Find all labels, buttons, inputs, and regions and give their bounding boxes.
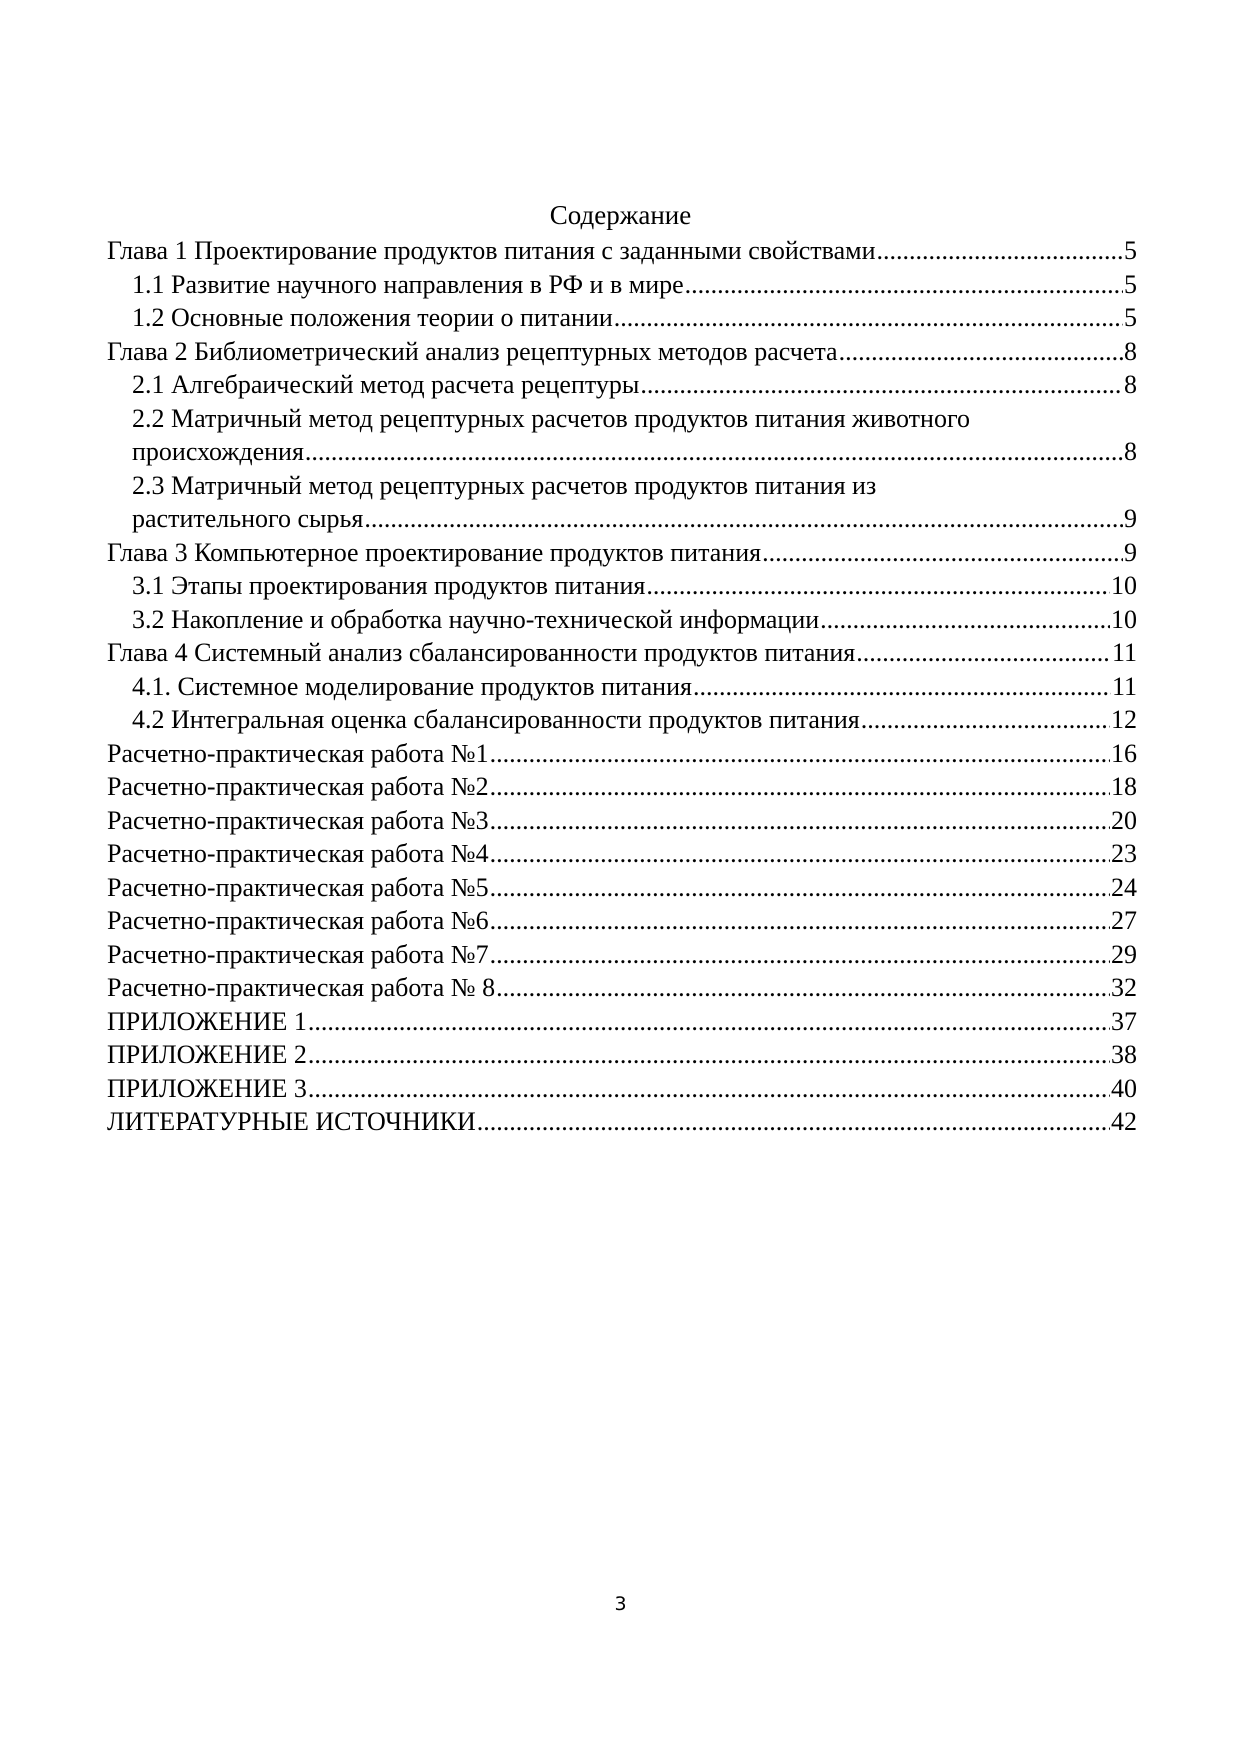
toc-entry-page: 5 (1124, 269, 1137, 299)
toc-entry-practical-work-8[interactable] (107, 971, 1137, 1005)
toc-entry-page: 9 (1124, 504, 1137, 533)
toc-entry-page: 32 (1111, 973, 1137, 1002)
toc-entry-practical-work-1[interactable] (107, 737, 1137, 771)
toc-entry-section-3-2[interactable] (107, 603, 1137, 637)
toc-entry-text: ПРИЛОЖЕНИЕ 1 (107, 1006, 307, 1036)
toc-entry-section-2-2[interactable] (107, 402, 1137, 469)
dot-leader (490, 938, 1110, 972)
toc-entry-page: 5 (1124, 236, 1137, 265)
dot-leader (861, 703, 1110, 737)
toc-entry-section-4-2[interactable] (107, 703, 1137, 737)
toc-entry-text-line2: происхождения (132, 437, 304, 466)
toc-entry-page: 24 (1111, 872, 1137, 902)
toc-entry-text: 1.1 Развитие научного направления в РФ и в мире (132, 269, 684, 299)
toc-entry-appendix-1[interactable] (107, 1005, 1137, 1039)
toc-entry-section-2-1[interactable] (107, 368, 1137, 402)
toc-entry-page: 20 (1111, 805, 1137, 835)
toc-entry-text: Глава 1 Проектирование продуктов питания с заданными свойствами (107, 236, 876, 265)
dot-leader (640, 368, 1123, 402)
toc-entry-practical-work-3[interactable] (107, 804, 1137, 838)
toc-entry-text: Глава 3 Компьютерное проектирование продуктов питания (107, 537, 762, 567)
dot-leader (490, 904, 1110, 938)
toc-entry-page: 27 (1111, 906, 1137, 935)
dot-leader (490, 837, 1110, 871)
toc-entry-text: Расчетно-практическая работа №5 (107, 872, 489, 902)
toc-entry-page: 10 (1111, 604, 1137, 634)
dot-leader (477, 1105, 1110, 1139)
dot-leader (308, 1005, 1110, 1039)
toc-title: Содержание (549, 200, 692, 230)
toc-entry-text: Расчетно-практическая работа №6 (107, 906, 489, 935)
toc-entry-text-line1: 2.3 Матричный метод рецептурных расчетов продуктов питания из (132, 470, 877, 500)
dot-leader (856, 636, 1111, 670)
toc-entry-page: 8 (1124, 370, 1137, 399)
toc-entry-text: 3.2 Накопление и обработка научно-технической информации (132, 604, 820, 634)
toc-entry-text: 2.1 Алгебраический метод расчета рецептуры (132, 370, 640, 399)
toc-entry-text: Глава 4 Системный анализ сбалансированности продуктов питания (107, 638, 856, 667)
dot-leader (364, 502, 1123, 536)
dot-leader (693, 670, 1111, 704)
toc-entry-section-3-1[interactable] (107, 569, 1137, 603)
dot-leader (308, 1072, 1110, 1106)
toc-entry-page: 8 (1124, 336, 1137, 366)
dot-leader (685, 268, 1123, 302)
toc-entry-section-1-1[interactable] (107, 268, 1137, 302)
toc-entry-page: 9 (1124, 537, 1137, 567)
toc-entry-page: 5 (1124, 303, 1137, 332)
toc-entry-practical-work-2[interactable] (107, 770, 1137, 804)
toc-entry-practical-work-5[interactable] (107, 871, 1137, 905)
toc-entry-text: Расчетно-практическая работа №1 (107, 738, 489, 768)
page-number: 3 (614, 1593, 627, 1615)
toc-entry-section-4-1[interactable] (107, 670, 1137, 704)
dot-leader (490, 770, 1110, 804)
toc-entry-page: 16 (1111, 738, 1137, 768)
toc-entry-text: ЛИТЕРАТУРНЫЕ ИСТОЧНИКИ (107, 1107, 476, 1136)
dot-leader (305, 435, 1123, 469)
toc-entry-page: 11 (1111, 671, 1137, 701)
dot-leader (839, 335, 1123, 369)
toc-entry-references[interactable] (107, 1105, 1137, 1139)
dot-leader (877, 234, 1124, 268)
toc-entry-section-2-3[interactable] (107, 469, 1137, 536)
toc-entry-text: Расчетно-практическая работа № 8 (107, 973, 496, 1002)
toc-entry-page: 40 (1111, 1073, 1137, 1103)
toc-entry-page: 38 (1111, 1040, 1137, 1069)
toc-entry-page: 10 (1111, 571, 1137, 600)
toc-entry-page: 11 (1111, 638, 1137, 667)
toc-entry-practical-work-4[interactable] (107, 837, 1137, 871)
toc-entry-appendix-3[interactable] (107, 1072, 1137, 1106)
toc-entry-text-line2: растительного сырья (132, 504, 364, 533)
dot-leader (820, 603, 1110, 637)
toc-entry-page: 8 (1124, 437, 1137, 466)
toc-entry-appendix-2[interactable] (107, 1038, 1137, 1072)
dot-leader (762, 536, 1123, 570)
toc-entry-chapter-1[interactable] (107, 234, 1137, 268)
toc-entry-page: 37 (1111, 1006, 1137, 1036)
dot-leader (646, 569, 1110, 603)
dot-leader (490, 804, 1110, 838)
toc-entry-page: 29 (1111, 939, 1137, 969)
toc-entry-page: 42 (1111, 1107, 1137, 1136)
toc-entry-chapter-3[interactable] (107, 536, 1137, 570)
toc-entry-text: Глава 2 Библиометрический анализ рецептурных методов расчета (107, 336, 838, 366)
toc-entry-text-line1: 2.2 Матричный метод рецептурных расчетов продуктов питания животного (132, 403, 970, 433)
toc-entry-page: 18 (1111, 772, 1137, 801)
toc-entry-section-1-2[interactable] (107, 301, 1137, 335)
toc-entry-text: ПРИЛОЖЕНИЕ 3 (107, 1073, 307, 1103)
toc-entry-text: Расчетно-практическая работа №4 (107, 839, 489, 868)
dot-leader (614, 301, 1123, 335)
dot-leader (496, 971, 1110, 1005)
dot-leader (490, 737, 1110, 771)
toc-entry-page: 23 (1111, 839, 1137, 868)
toc-entry-text: Расчетно-практическая работа №7 (107, 939, 489, 969)
toc-entry-text: 4.1. Системное моделирование продуктов питания (132, 671, 692, 701)
toc-entry-text: 3.1 Этапы проектирования продуктов питания (132, 571, 646, 600)
toc-entry-practical-work-7[interactable] (107, 938, 1137, 972)
toc-entry-practical-work-6[interactable] (107, 904, 1137, 938)
toc-entry-text: 4.2 Интегральная оценка сбалансированности продуктов питания (132, 705, 860, 734)
toc-entry-text: Расчетно-практическая работа №3 (107, 805, 489, 835)
toc-entry-text: Расчетно-практическая работа №2 (107, 772, 489, 801)
table-of-contents (107, 234, 1137, 1139)
toc-entry-text: 1.2 Основные положения теории о питании (132, 303, 613, 332)
toc-entry-chapter-2[interactable] (107, 335, 1137, 369)
toc-entry-page: 12 (1111, 705, 1137, 734)
dot-leader (308, 1038, 1110, 1072)
toc-entry-text: ПРИЛОЖЕНИЕ 2 (107, 1040, 307, 1069)
dot-leader (490, 871, 1110, 905)
toc-entry-chapter-4[interactable] (107, 636, 1137, 670)
